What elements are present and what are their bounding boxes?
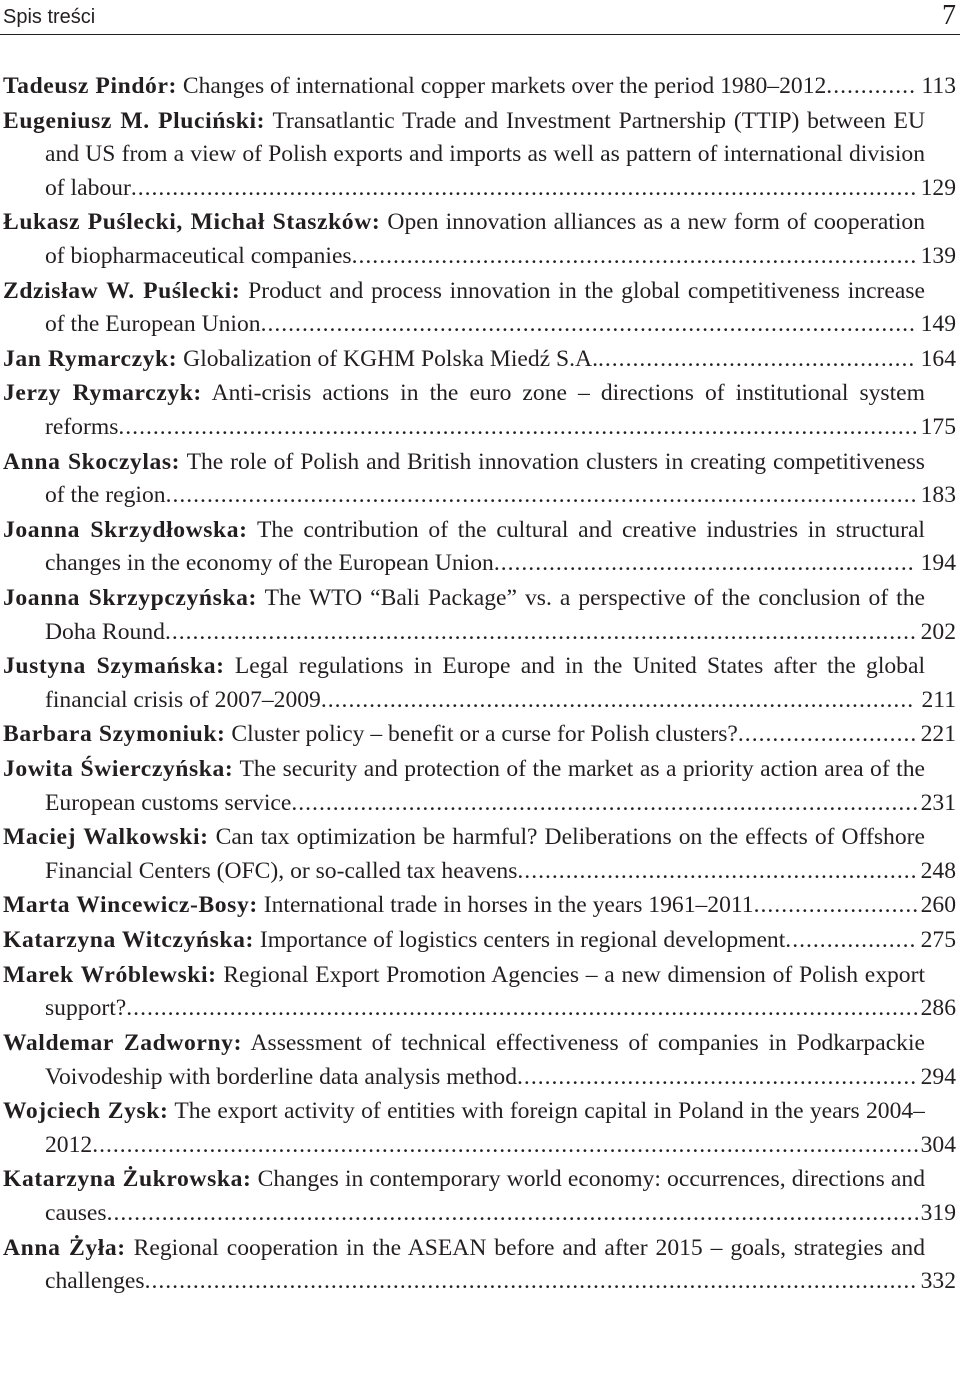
toc-entry[interactable] bbox=[0, 821, 960, 888]
toc-page-number: 260 bbox=[920, 892, 956, 919]
toc-author: Łukasz Puślecki, Michał Staszków: bbox=[3, 209, 381, 236]
toc-page-number: 294 bbox=[920, 1063, 956, 1090]
toc-author: Katarzyna Żukrowska: bbox=[3, 1166, 252, 1193]
toc-page-number: 113 bbox=[921, 73, 956, 99]
toc-title: Product and process innovation in the global competitiveness increase of the European Union bbox=[45, 277, 925, 338]
toc-entry-text bbox=[0, 377, 925, 444]
toc-title: Regional Export Promotion Agencies – a new dimension of Polish export support? bbox=[45, 961, 925, 1022]
toc-entry-text bbox=[0, 105, 925, 206]
dot-leader: ...................................................................................................................... bbox=[106, 1199, 921, 1226]
toc-entry-text bbox=[0, 718, 925, 752]
toc-page-number: 221 bbox=[920, 721, 956, 748]
toc-entry-text bbox=[0, 924, 925, 958]
toc-page-number: 211 bbox=[921, 686, 956, 713]
toc-title: The export activity of entities with foreign capital in Poland in the years 2004–2012 bbox=[45, 1098, 925, 1158]
toc-page-number: 164 bbox=[920, 345, 956, 372]
toc-page-number: 183 bbox=[920, 482, 956, 509]
toc-entry-text bbox=[0, 1232, 925, 1299]
table-of-contents bbox=[0, 70, 960, 1300]
dot-leader: ........................................................................................... bbox=[291, 789, 920, 816]
dot-leader: ............................................................................................................. bbox=[165, 482, 918, 509]
toc-entry-text bbox=[0, 821, 925, 888]
toc-entry[interactable] bbox=[0, 582, 960, 649]
toc-title: Regional cooperation in the ASEAN before and after 2015 – goals, strategies and challenges bbox=[45, 1234, 925, 1295]
toc-entry[interactable] bbox=[0, 1095, 960, 1162]
toc-page-number: 194 bbox=[920, 550, 956, 577]
toc-author: Maciej Walkowski: bbox=[3, 824, 209, 851]
toc-author: Marta Wincewicz-Bosy: bbox=[3, 892, 258, 919]
toc-entry-text bbox=[0, 514, 925, 581]
toc-entry[interactable] bbox=[0, 275, 960, 342]
toc-page-number: 319 bbox=[920, 1199, 956, 1226]
toc-entry[interactable] bbox=[0, 718, 960, 752]
toc-author: Zdzisław W. Puślecki: bbox=[3, 277, 241, 304]
dot-leader: .......................................................... bbox=[517, 1063, 918, 1090]
running-header-title: Spis treści bbox=[3, 6, 96, 28]
toc-page-number: 202 bbox=[920, 618, 956, 645]
toc-entry-text bbox=[0, 343, 925, 377]
toc-page-number: 304 bbox=[920, 1131, 956, 1158]
toc-author: Katarzyna Witczyńska: bbox=[3, 927, 254, 954]
toc-entry[interactable] bbox=[0, 446, 960, 513]
toc-entry[interactable] bbox=[0, 105, 960, 206]
toc-entry-text bbox=[0, 650, 925, 717]
toc-author: Waldemar Zadworny: bbox=[3, 1030, 243, 1056]
toc-title: The WTO “Bali Package” vs. a perspective of the conclusion of the Doha Round bbox=[45, 585, 925, 645]
toc-author: Anna Żyła: bbox=[3, 1234, 126, 1261]
dot-leader: .............................................. bbox=[597, 345, 916, 372]
toc-author: Wojciech Zysk: bbox=[3, 1098, 169, 1125]
toc-author: Tadeusz Pindór: bbox=[3, 73, 177, 99]
dot-leader: ................... bbox=[785, 927, 917, 954]
toc-entry-text bbox=[0, 1163, 925, 1230]
toc-entry[interactable] bbox=[0, 206, 960, 273]
toc-title: Assessment of technical effectiveness of companies in Podkarpackie Voivodeship with borderline data analysis method bbox=[45, 1030, 925, 1090]
toc-title: Globalization of KGHM Polska Miedź S.A. bbox=[183, 345, 598, 372]
dot-leader: .................................................................................................................... bbox=[118, 413, 919, 440]
toc-entry[interactable] bbox=[0, 343, 960, 377]
dot-leader: .................................................................................................................. bbox=[130, 174, 918, 201]
toc-entry-text bbox=[0, 70, 925, 104]
toc-author: Barbara Szymoniuk: bbox=[3, 721, 226, 748]
toc-author: Justyna Szymańska: bbox=[3, 653, 225, 680]
dot-leader: ............................................................................................................. bbox=[164, 618, 917, 645]
toc-author: Jerzy Rymarczyk: bbox=[3, 380, 202, 407]
toc-title: Changes in contemporary world economy: occurrences, directions and causes bbox=[45, 1166, 925, 1226]
toc-page-number: 175 bbox=[920, 413, 956, 440]
toc-entry-text bbox=[0, 1027, 925, 1094]
dot-leader: ............................................................................................... bbox=[260, 311, 916, 338]
toc-entry-text bbox=[0, 446, 925, 513]
toc-author: Anna Skoczylas: bbox=[3, 448, 181, 475]
toc-page-number: 129 bbox=[920, 174, 956, 201]
toc-page-number: 149 bbox=[920, 311, 956, 338]
toc-page-number: 231 bbox=[920, 789, 956, 816]
toc-entry-text bbox=[0, 582, 925, 649]
toc-entry[interactable] bbox=[0, 889, 960, 923]
toc-entry[interactable] bbox=[0, 377, 960, 444]
toc-author: Eugeniusz M. Pluciński: bbox=[3, 107, 266, 134]
toc-entry-text bbox=[0, 206, 925, 273]
toc-entry[interactable] bbox=[0, 650, 960, 717]
toc-author: Joanna Skrzydłowska: bbox=[3, 516, 248, 543]
dot-leader: ............................................................. bbox=[493, 550, 915, 577]
toc-entry[interactable] bbox=[0, 1163, 960, 1230]
dot-leader: ................................................................................................................ bbox=[144, 1268, 918, 1295]
toc-title: The security and protection of the market as a priority action area of the European customs service bbox=[45, 756, 925, 816]
toc-entry-text bbox=[0, 889, 925, 923]
toc-author: Joanna Skrzypczyńska: bbox=[3, 585, 257, 611]
toc-page-number: 275 bbox=[920, 927, 956, 954]
dot-leader: ................................................................................................................... bbox=[126, 995, 920, 1022]
dot-leader: ............. bbox=[826, 73, 916, 99]
toc-title: Importance of logistics centers in regional development bbox=[259, 927, 786, 954]
toc-entry-text bbox=[0, 1095, 925, 1162]
toc-title: Anti-crisis actions in the euro zone – directions of institutional system reforms bbox=[45, 380, 925, 440]
dot-leader: .......................................................... bbox=[517, 857, 918, 884]
toc-entry[interactable] bbox=[0, 70, 960, 104]
toc-entry[interactable] bbox=[0, 1232, 960, 1299]
page-number: 7 bbox=[942, 0, 956, 31]
toc-title: International trade in horses in the years 1961–2011 bbox=[263, 892, 754, 919]
toc-entry[interactable] bbox=[0, 514, 960, 581]
toc-title: Can tax optimization be harmful? Deliberations on the effects of Offshore Financial Centers (OFC), or so-called tax heavens bbox=[45, 824, 925, 884]
dot-leader: ...................................................................................... bbox=[320, 686, 915, 713]
toc-page-number: 286 bbox=[920, 995, 956, 1022]
page-header bbox=[0, 0, 960, 35]
toc-page-number: 248 bbox=[920, 857, 956, 884]
toc-title: Cluster policy – benefit or a curse for Polish clusters? bbox=[231, 721, 738, 748]
toc-title: The contribution of the cultural and creative industries in structural changes in the economy of the European Union bbox=[45, 516, 925, 577]
toc-page-number: 139 bbox=[920, 242, 956, 269]
dot-leader: ........................................................................................................................ bbox=[92, 1131, 920, 1158]
dot-leader: .......................... bbox=[737, 721, 918, 748]
toc-title: The role of Polish and British innovation clusters in creating competitiveness of the region bbox=[45, 448, 925, 509]
dot-leader: ........................ bbox=[753, 892, 920, 919]
toc-entry[interactable] bbox=[0, 959, 960, 1026]
toc-entry-text bbox=[0, 753, 925, 820]
toc-title: Legal regulations in Europe and in the United States after the global financial crisis of 2007–2009 bbox=[45, 653, 925, 713]
toc-entry[interactable] bbox=[0, 924, 960, 958]
toc-title: Transatlantic Trade and Investment Partnership (TTIP) between EU and US from a view of Polish exports and imports as well as pattern of international division of labour bbox=[45, 107, 925, 201]
toc-title: Open innovation alliances as a new form of cooperation of biopharmaceutical companies bbox=[45, 209, 925, 269]
toc-author: Jan Rymarczyk: bbox=[3, 345, 178, 372]
toc-entry[interactable] bbox=[0, 753, 960, 820]
toc-entry-text bbox=[0, 275, 925, 342]
dot-leader: .................................................................................. bbox=[351, 242, 918, 269]
toc-entry-text bbox=[0, 959, 925, 1026]
toc-author: Marek Wróblewski: bbox=[3, 961, 217, 988]
toc-author: Jowita Świerczyńska: bbox=[3, 756, 234, 783]
toc-title: Changes of international copper markets over the period 1980–2012 bbox=[182, 73, 827, 99]
toc-entry[interactable] bbox=[0, 1027, 960, 1094]
toc-page-number: 332 bbox=[920, 1268, 956, 1295]
